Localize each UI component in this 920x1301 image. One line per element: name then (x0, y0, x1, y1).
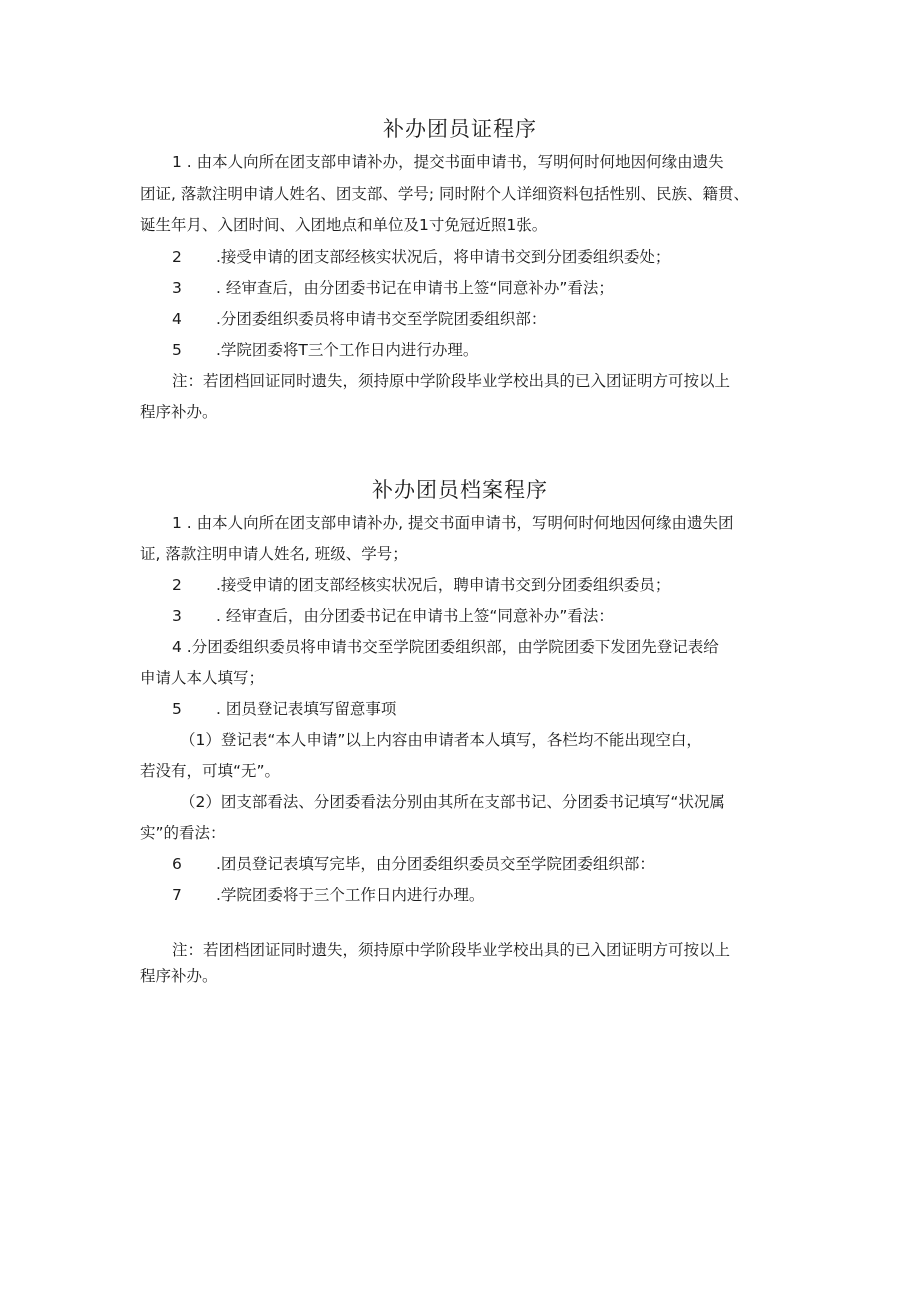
section2-item7-text: .学院团委将于三个工作日内进行办理。 (216, 886, 485, 904)
section2-item6-number: 6 (172, 855, 182, 873)
section1-item4-number: 4 (172, 310, 182, 328)
section2-item3 (172, 606, 614, 626)
section1-item1-line3: 诞生年月、入团时间、入团地点和单位及1寸免冠近照1张。 (140, 216, 548, 234)
section2-note-line1: 注：若团档团证同时遗失，须持原中学阶段毕业学校出具的已入团证明方可按以上 (172, 941, 731, 959)
section1-item2 (172, 247, 670, 267)
section2-item4-line2: 申请人本人填写； (140, 669, 265, 687)
section2-item3-number: 3 (172, 607, 182, 625)
section1-item5-text: .学院团委将T三个工作日内进行办理。 (216, 341, 479, 359)
section1-item5-number: 5 (172, 341, 182, 359)
section2-title: 补办团员档案程序 (372, 478, 548, 502)
section1-item5 (172, 340, 478, 360)
section2-item2 (172, 575, 670, 595)
section2-item7 (172, 885, 484, 905)
section1-item2-number: 2 (172, 248, 182, 266)
section2-item6-text: .团员登记表填写完毕，由分团委组织委员交至学院团委组织部： (216, 855, 655, 873)
section1-item3 (172, 278, 614, 298)
section2-item4-line1: 4 .分团委组织委员将申请书交至学院团委组织部，由学院团委下发团先登记表给 (172, 638, 719, 656)
section2-sub2-line2: 实”的看法： (140, 824, 226, 842)
section2-item1-line2: 证, 落款注明申请人姓名, 班级、学号； (140, 545, 408, 563)
section2-sub1-line2: 若没有，可填“无”。 (140, 762, 281, 780)
section2-sub1-line1: （1）登记表“本人申请”以上内容由申请者本人填写，各栏均不能出现空白， (180, 731, 702, 749)
section1-title: 补办团员证程序 (383, 117, 537, 141)
section2-sub2-line1: （2）团支部看法、分团委看法分别由其所在支部书记、分团委书记填写“状况属 (180, 793, 725, 811)
section1-note-line2: 程序补办。 (140, 403, 218, 421)
section2-item6 (172, 854, 655, 874)
section1-item4 (172, 309, 546, 329)
section2-item2-number: 2 (172, 576, 182, 594)
section1-item1-line1: 1 . 由本人向所在团支部申请补办，提交书面申请书，写明何时何地因何缘由遗失 (172, 153, 724, 171)
section2-item5-text: . 团员登记表填写留意事项 (216, 700, 397, 718)
section1-item1-line2: 团证, 落款注明申请人姓名、团支部、学号; 同时附个人详细资料包括性别、民族、籍贯、 (140, 185, 750, 203)
section2-item2-text: .接受申请的团支部经核实状况后，聘申请书交到分团委组织委员； (216, 576, 671, 594)
section2-item5-number: 5 (172, 700, 182, 718)
section1-item2-text: .接受申请的团支部经核实状况后，将申请书交到分团委组织委处； (216, 248, 671, 266)
section2-item7-number: 7 (172, 886, 182, 904)
section1-item4-text: .分团委组织委员将申请书交至学院团委组织部： (216, 310, 547, 328)
section1-item3-number: 3 (172, 279, 182, 297)
section2-item1-line1: 1 . 由本人向所在团支部申请补办, 提交书面申请书，写明何时何地因何缘由遗失团 (172, 514, 734, 532)
section2-item3-text: . 经审查后，由分团委书记在申请书上签“同意补办”看法： (216, 607, 614, 625)
section1-item3-text: . 经审查后，由分团委书记在申请书上签“同意补办”看法； (216, 279, 614, 297)
section1-note-line1: 注：若团档回证同时遗失，须持原中学阶段毕业学校出具的已入团证明方可按以上 (172, 372, 731, 390)
section2-note-line2: 程序补办。 (140, 967, 218, 985)
section2-item5 (172, 699, 396, 719)
